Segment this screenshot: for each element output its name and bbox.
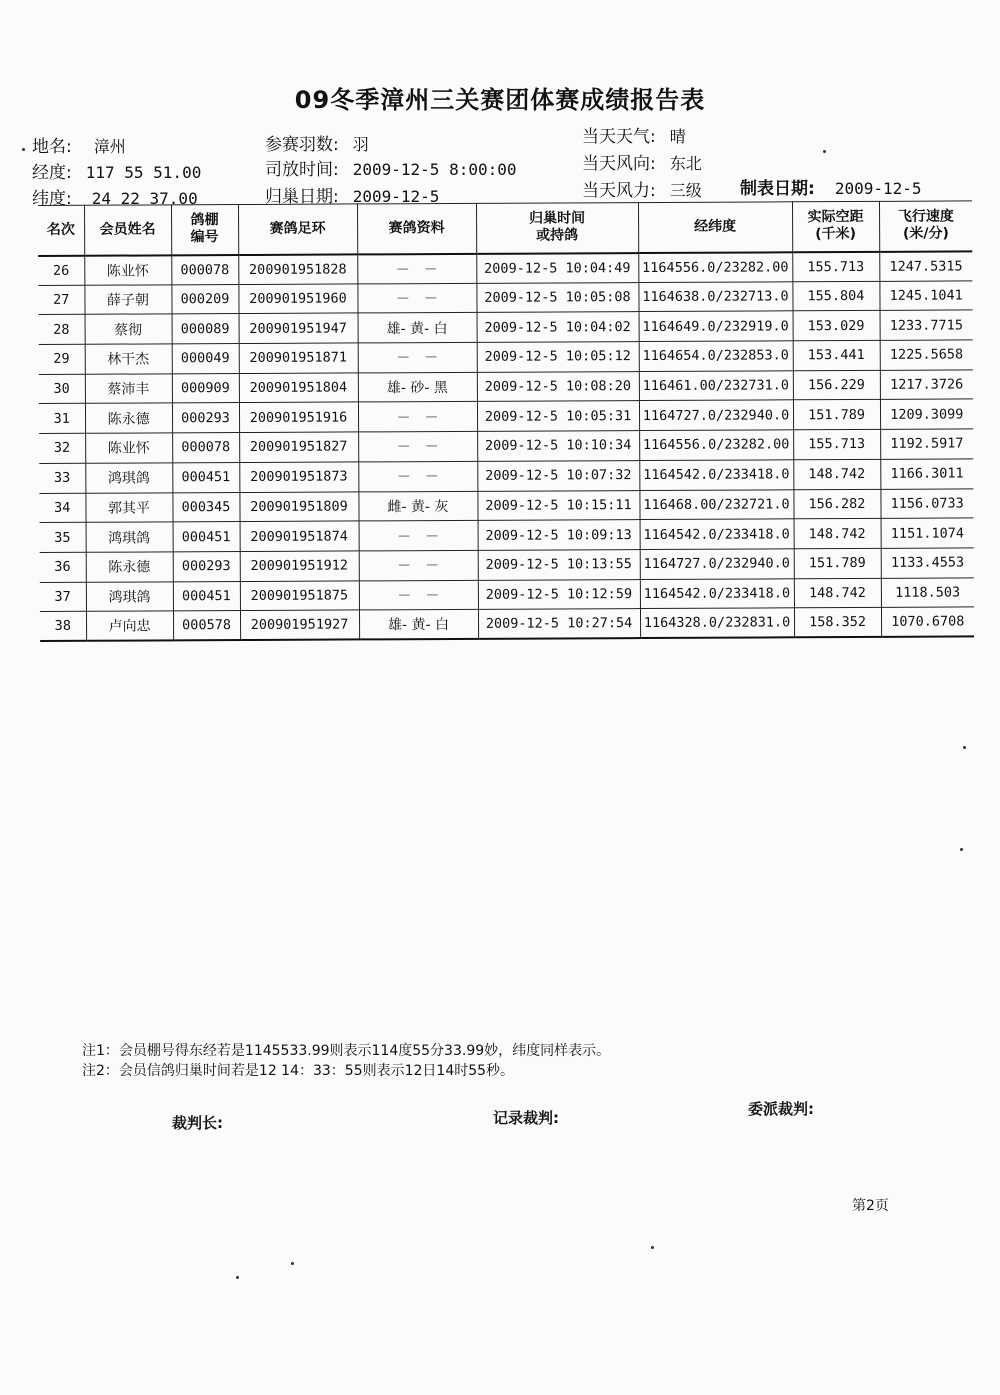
cell-member-name: 鸿琪鸽 bbox=[86, 522, 173, 552]
cell-speed: 1118.503 bbox=[881, 577, 974, 607]
cell-bird-info: 雄- 砂- 黑 bbox=[358, 372, 477, 402]
header-coords: 经纬度 bbox=[638, 202, 792, 253]
cell-return-time: 2009-12-5 10:05:31 bbox=[477, 401, 639, 431]
cell-speed: 1156.0733 bbox=[880, 488, 973, 518]
scan-speck bbox=[22, 148, 25, 151]
cell-member-name: 陈永德 bbox=[85, 403, 172, 433]
cell-loft-number: 000293 bbox=[173, 551, 240, 581]
header-ring: 赛鸽足环 bbox=[238, 204, 357, 255]
table-row bbox=[39, 459, 973, 493]
cell-member-name: 蔡沛丰 bbox=[85, 374, 172, 404]
cell-rank: 34 bbox=[39, 493, 85, 523]
cell-loft-number: 000089 bbox=[172, 314, 239, 344]
cell-rank: 37 bbox=[40, 582, 86, 612]
cell-ring-number: 200901951912 bbox=[240, 551, 359, 581]
return-date-label: 归巢日期: bbox=[265, 187, 339, 207]
cell-ring-number: 200901951916 bbox=[239, 402, 358, 432]
cell-speed: 1245.1041 bbox=[879, 281, 972, 311]
cell-member-name: 鸿琪鸽 bbox=[85, 463, 172, 493]
cell-coordinates: 1164556.0/23282.00 bbox=[638, 252, 792, 282]
location-value: 漳州 bbox=[93, 137, 126, 156]
longitude-value: 117 55 51.00 bbox=[85, 163, 202, 182]
release-time-label: 司放时间: bbox=[265, 160, 339, 180]
cell-member-name: 卢向忠 bbox=[86, 611, 173, 641]
cell-coordinates: 1164649.0/232919.0 bbox=[639, 311, 793, 341]
release-time-value: 2009-12-5 8:00:00 bbox=[352, 160, 517, 179]
cell-ring-number: 200901951809 bbox=[239, 491, 358, 521]
cell-rank: 33 bbox=[39, 463, 85, 493]
cell-speed: 1247.5315 bbox=[879, 251, 972, 281]
wind-direction-label: 当天风向: bbox=[582, 154, 656, 174]
cell-loft-number: 000209 bbox=[171, 284, 238, 314]
cell-loft-number: 000451 bbox=[173, 522, 240, 552]
cell-distance: 151.789 bbox=[793, 400, 880, 430]
cell-loft-number: 000078 bbox=[172, 433, 239, 463]
scan-speck bbox=[651, 1246, 654, 1249]
wind-force-label: 当天风力: bbox=[582, 181, 656, 201]
cell-rank: 32 bbox=[39, 433, 85, 463]
cell-ring-number: 200901951960 bbox=[238, 284, 357, 314]
cell-coordinates: 1164556.0/23282.00 bbox=[639, 430, 793, 460]
latitude-value: 24 22 37.00 bbox=[91, 189, 198, 208]
wind-force-value: 三级 bbox=[669, 181, 702, 200]
note-2: 注2：会员信鸽归巢时间若是12 14：33：55则表示12日14时55秒。 bbox=[82, 1063, 515, 1079]
cell-speed: 1225.5658 bbox=[880, 340, 973, 370]
cell-member-name: 郭其平 bbox=[85, 492, 172, 522]
cell-return-time: 2009-12-5 10:10:34 bbox=[477, 431, 639, 461]
cell-ring-number: 200901951874 bbox=[240, 521, 359, 551]
cell-member-name: 林干杰 bbox=[85, 344, 172, 374]
cell-speed: 1233.7715 bbox=[880, 310, 973, 340]
note-1: 注1：会员棚号得东经若是1145533.99则表示114度55分33.99妙，纬度同样表示。 bbox=[82, 1043, 611, 1059]
table-row bbox=[39, 488, 973, 522]
cell-coordinates: 116468.00/232721.0 bbox=[639, 489, 793, 519]
cell-coordinates: 116461.00/232731.0 bbox=[639, 371, 793, 401]
table-row bbox=[40, 548, 974, 582]
cell-ring-number: 200901951828 bbox=[238, 254, 357, 284]
wind-direction-value: 东北 bbox=[669, 154, 702, 173]
table-header-row bbox=[38, 201, 972, 256]
cell-speed: 1151.1074 bbox=[881, 518, 974, 548]
cell-return-time: 2009-12-5 10:08:20 bbox=[477, 371, 639, 401]
header-info: 赛鸽资料 bbox=[357, 203, 476, 254]
chief-judge-signature: 裁判长: bbox=[172, 1114, 223, 1132]
header-speed: 飞行速度 (米/分) bbox=[879, 201, 972, 251]
page-number: 第2页 bbox=[852, 1198, 889, 1214]
latitude-label: 纬度: bbox=[32, 189, 72, 209]
cell-member-name: 鸿琪鸽 bbox=[86, 581, 173, 611]
cell-rank: 27 bbox=[38, 285, 84, 315]
scan-speck bbox=[236, 1276, 239, 1279]
cell-distance: 148.742 bbox=[794, 578, 881, 608]
wind-direction-field bbox=[582, 149, 702, 174]
cell-distance: 148.742 bbox=[793, 459, 880, 489]
cell-loft-number: 000078 bbox=[171, 255, 238, 285]
bird-count-label: 参赛羽数: bbox=[265, 135, 339, 155]
cell-return-time: 2009-12-5 10:04:49 bbox=[476, 253, 638, 283]
cell-rank: 31 bbox=[39, 404, 85, 434]
table-row bbox=[39, 310, 973, 344]
cell-bird-info: － － bbox=[359, 521, 478, 551]
cell-coordinates: 1164542.0/233418.0 bbox=[640, 578, 794, 608]
cell-bird-info: － － bbox=[359, 580, 478, 610]
cell-member-name: 陈业怀 bbox=[85, 433, 172, 463]
bird-count-value: 羽 bbox=[352, 135, 369, 154]
cell-speed: 1166.3011 bbox=[880, 459, 973, 489]
cell-return-time: 2009-12-5 10:27:54 bbox=[478, 609, 640, 639]
cell-ring-number: 200901951947 bbox=[239, 313, 358, 343]
cell-rank: 28 bbox=[39, 315, 85, 345]
cell-distance: 148.742 bbox=[794, 519, 881, 549]
cell-return-time: 2009-12-5 10:04:02 bbox=[477, 312, 639, 342]
weather-field bbox=[582, 122, 686, 147]
cell-coordinates: 1164654.0/232853.0 bbox=[639, 341, 793, 371]
return-date-value: 2009-12-5 bbox=[352, 187, 440, 206]
cell-rank: 29 bbox=[39, 344, 85, 374]
table-row bbox=[39, 429, 973, 463]
cell-bird-info: 雄- 黄- 白 bbox=[359, 610, 478, 640]
cell-bird-info: － － bbox=[357, 253, 476, 283]
cell-speed: 1133.4553 bbox=[881, 548, 974, 578]
cell-speed: 1209.3099 bbox=[880, 399, 973, 429]
table-row bbox=[40, 607, 974, 641]
table-row bbox=[40, 577, 974, 611]
cell-distance: 158.352 bbox=[794, 608, 881, 638]
cell-return-time: 2009-12-5 10:09:13 bbox=[478, 520, 640, 550]
report-title: 09冬季漳州三关赛团体赛成绩报告表 bbox=[294, 86, 706, 114]
location-label: 地名: bbox=[32, 137, 72, 157]
longitude-label: 经度: bbox=[32, 163, 72, 183]
cell-ring-number: 200901951875 bbox=[240, 580, 359, 610]
cell-coordinates: 1164727.0/232940.0 bbox=[639, 400, 793, 430]
cell-loft-number: 000345 bbox=[172, 492, 239, 522]
cell-member-name: 蔡彻 bbox=[85, 314, 172, 344]
cell-coordinates: 1164328.0/232831.0 bbox=[640, 608, 794, 638]
cell-rank: 26 bbox=[38, 255, 84, 285]
bird-count-field bbox=[265, 130, 369, 155]
cell-return-time: 2009-12-5 10:12:59 bbox=[478, 579, 640, 609]
cell-bird-info: 雌- 黄- 灰 bbox=[358, 491, 477, 521]
cell-loft-number: 000451 bbox=[172, 462, 239, 492]
scan-speck bbox=[960, 848, 963, 851]
cell-coordinates: 1164727.0/232940.0 bbox=[640, 549, 794, 579]
cell-return-time: 2009-12-5 10:05:08 bbox=[476, 282, 638, 312]
table-date-field bbox=[740, 174, 922, 199]
cell-rank: 36 bbox=[40, 552, 86, 582]
results-table bbox=[38, 200, 974, 642]
weather-value: 晴 bbox=[669, 127, 686, 146]
cell-member-name: 薛子朝 bbox=[84, 285, 171, 315]
release-time-field bbox=[265, 155, 517, 180]
scan-speck bbox=[291, 1262, 294, 1265]
cell-distance: 151.789 bbox=[794, 548, 881, 578]
table-row bbox=[40, 518, 974, 552]
cell-rank: 35 bbox=[40, 522, 86, 552]
table-date-label: 制表日期: bbox=[740, 179, 815, 199]
recorder-judge-signature: 记录裁判: bbox=[493, 1109, 559, 1127]
header-distance: 实际空距 (千米) bbox=[792, 201, 879, 251]
cell-loft-number: 000909 bbox=[172, 373, 239, 403]
table-row bbox=[39, 370, 973, 404]
table-row bbox=[39, 399, 973, 433]
cell-return-time: 2009-12-5 10:13:55 bbox=[478, 549, 640, 579]
header-member: 会员姓名 bbox=[84, 205, 171, 255]
cell-return-time: 2009-12-5 10:07:32 bbox=[477, 460, 639, 490]
longitude-field bbox=[32, 158, 201, 183]
header-return-time: 归巢时间 或持鸽 bbox=[476, 203, 638, 254]
cell-loft-number: 000451 bbox=[173, 581, 240, 611]
cell-bird-info: － － bbox=[358, 342, 477, 372]
cell-loft-number: 000578 bbox=[173, 611, 240, 641]
cell-speed: 1192.5917 bbox=[880, 429, 973, 459]
cell-loft-number: 000293 bbox=[172, 403, 239, 433]
wind-force-field bbox=[582, 176, 702, 201]
cell-ring-number: 200901951873 bbox=[239, 462, 358, 492]
table-row bbox=[38, 281, 972, 315]
cell-loft-number: 000049 bbox=[172, 344, 239, 374]
location-field bbox=[32, 132, 126, 157]
cell-bird-info: － － bbox=[358, 431, 477, 461]
cell-coordinates: 1164542.0/233418.0 bbox=[639, 460, 793, 490]
table-row bbox=[38, 251, 972, 285]
cell-distance: 155.713 bbox=[792, 251, 879, 281]
header-loft: 鸽棚 编号 bbox=[171, 205, 238, 255]
cell-coordinates: 1164542.0/233418.0 bbox=[640, 519, 794, 549]
cell-rank: 38 bbox=[40, 612, 86, 642]
cell-distance: 153.029 bbox=[793, 311, 880, 341]
cell-bird-info: － － bbox=[357, 283, 476, 313]
cell-distance: 155.804 bbox=[792, 281, 879, 311]
cell-distance: 155.713 bbox=[793, 430, 880, 460]
cell-bird-info: － － bbox=[358, 461, 477, 491]
cell-bird-info: － － bbox=[359, 550, 478, 580]
cell-ring-number: 200901951871 bbox=[239, 343, 358, 373]
cell-rank: 30 bbox=[39, 374, 85, 404]
scan-speck bbox=[823, 150, 826, 153]
cell-ring-number: 200901951804 bbox=[239, 373, 358, 403]
cell-ring-number: 200901951827 bbox=[239, 432, 358, 462]
cell-ring-number: 200901951927 bbox=[240, 610, 359, 640]
cell-distance: 156.229 bbox=[793, 370, 880, 400]
cell-member-name: 陈业怀 bbox=[84, 255, 171, 285]
table-row bbox=[39, 340, 973, 374]
cell-distance: 153.441 bbox=[793, 340, 880, 370]
header-rank: 名次 bbox=[38, 205, 84, 255]
cell-member-name: 陈永德 bbox=[86, 552, 173, 582]
delegate-judge-signature: 委派裁判: bbox=[748, 1100, 814, 1118]
cell-coordinates: 1164638.0/232713.0 bbox=[638, 282, 792, 312]
table-date-value: 2009-12-5 bbox=[834, 179, 922, 198]
cell-speed: 1217.3726 bbox=[880, 370, 973, 400]
cell-bird-info: － － bbox=[358, 402, 477, 432]
cell-bird-info: 雄- 黄- 白 bbox=[358, 313, 477, 343]
scan-speck bbox=[963, 746, 966, 749]
cell-speed: 1070.6708 bbox=[881, 607, 974, 637]
cell-return-time: 2009-12-5 10:15:11 bbox=[477, 490, 639, 520]
cell-distance: 156.282 bbox=[793, 489, 880, 519]
weather-label: 当天天气: bbox=[582, 127, 656, 147]
cell-return-time: 2009-12-5 10:05:12 bbox=[477, 342, 639, 372]
